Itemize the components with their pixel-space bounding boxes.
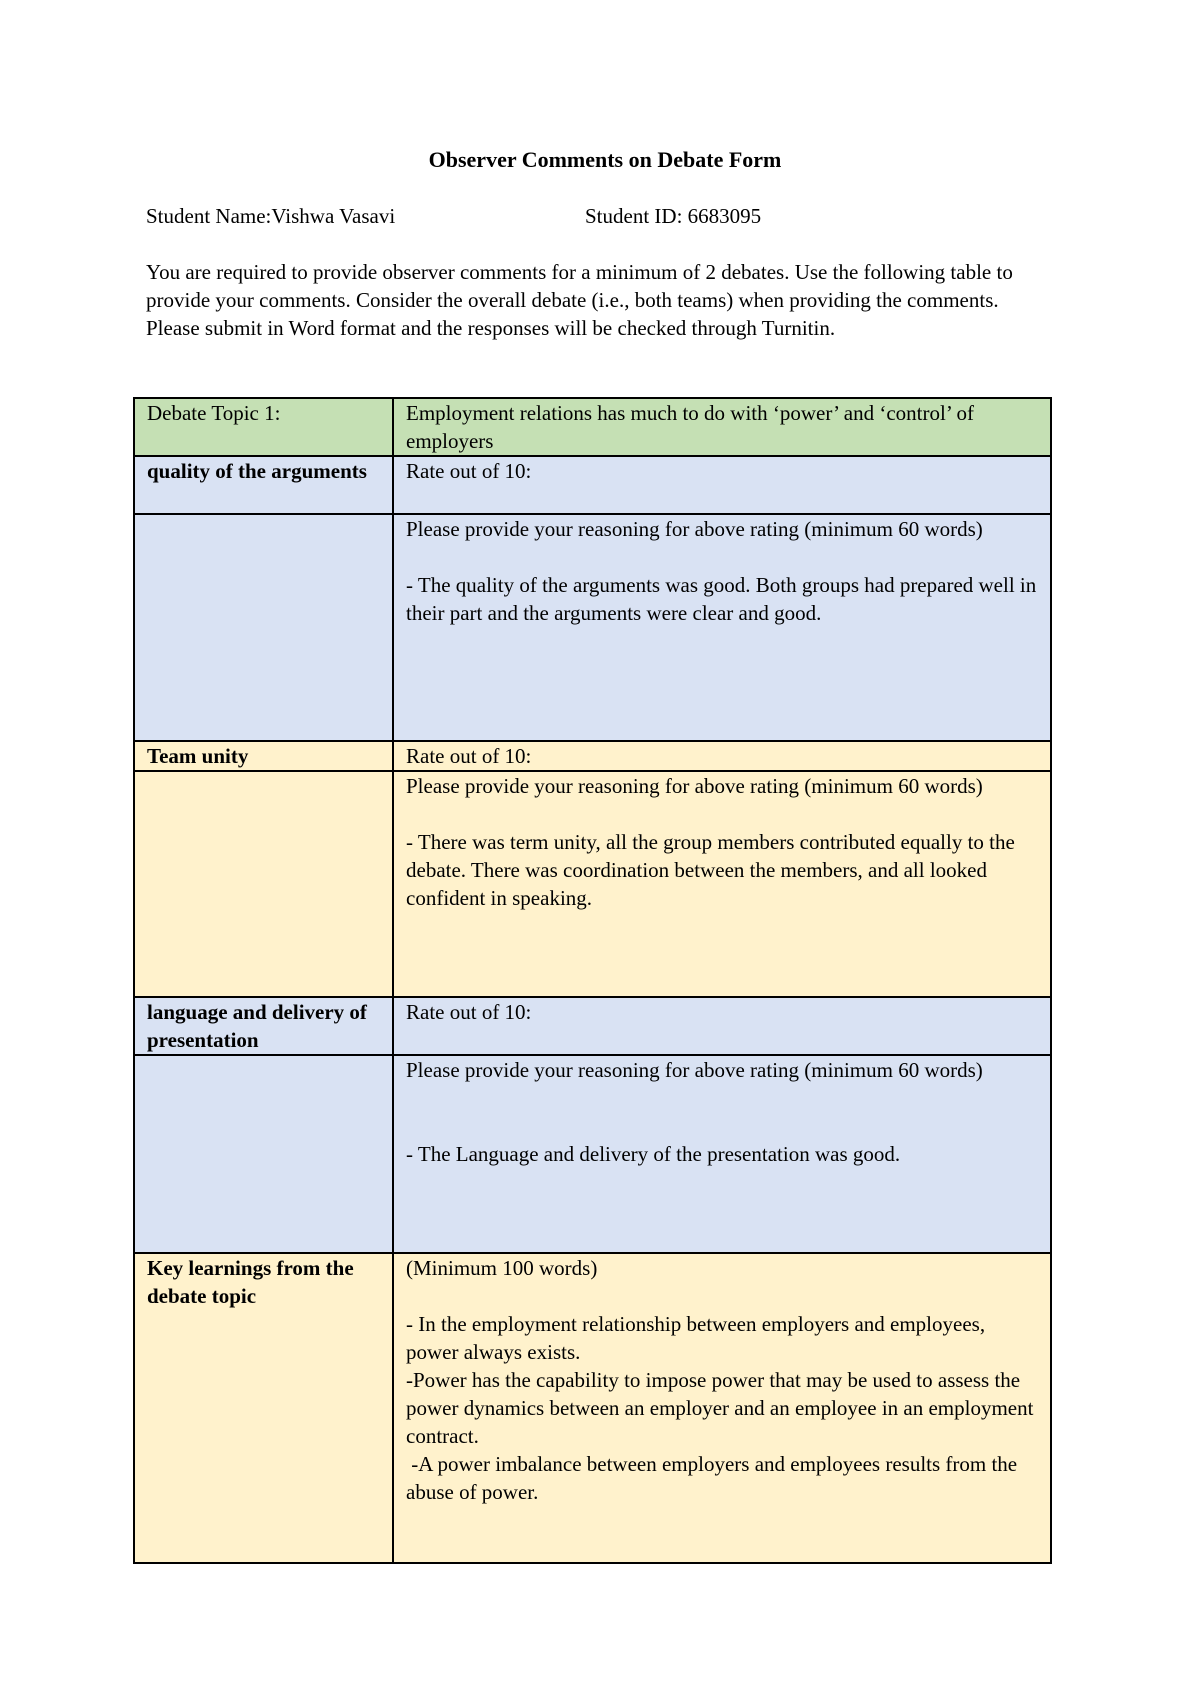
- key-learnings-cell: [393, 1253, 1051, 1563]
- debate-topic-label: Debate Topic 1:: [134, 398, 393, 456]
- table-row-unity-rate: [134, 741, 1051, 771]
- key-learnings-prompt: (Minimum 100 words): [406, 1256, 598, 1280]
- language-reasoning-cell: [393, 1055, 1051, 1253]
- table-row-unity-reasoning: [134, 771, 1051, 997]
- table-row-debate-topic: [134, 398, 1051, 456]
- student-id: Student ID: 6683095: [585, 204, 762, 228]
- unity-rate: Rate out of 10:: [393, 741, 1051, 771]
- language-label: language and delivery of presentation: [134, 997, 393, 1055]
- language-reason-prompt: Please provide your reasoning for above rating (minimum 60 words): [406, 1058, 983, 1082]
- unity-reason-prompt: Please provide your reasoning for above rating (minimum 60 words): [406, 774, 983, 798]
- quality-label: quality of the arguments: [134, 456, 393, 514]
- debate-topic-value: Employment relations has much to do with ‘power’ and ‘control’ of employers: [393, 398, 1051, 456]
- table-row-language-rate: [134, 997, 1051, 1055]
- quality-reason-prompt: Please provide your reasoning for above rating (minimum 60 words): [406, 517, 983, 541]
- observer-comments-table: [133, 397, 1052, 1564]
- unity-reasoning-empty-cell: [134, 771, 393, 997]
- unity-reasoning-cell: [393, 771, 1051, 997]
- key-learning-point-2: -Power has the capability to impose power that may be used to assess the power dynamics between an employer and an employee in an employment contract.: [406, 1368, 1034, 1448]
- unity-comment: - There was term unity, all the group members contributed equally to the debate. There was coordination between the members, and all looked confident in speaking.: [406, 830, 1015, 910]
- key-learning-point-1: - In the employment relationship between employers and employees, power always exists.: [406, 1312, 986, 1364]
- table-row-quality-rate: [134, 456, 1051, 514]
- quality-reasoning-cell: [393, 514, 1051, 741]
- student-name: Student Name:Vishwa Vasavi: [146, 204, 396, 228]
- language-comment: - The Language and delivery of the presentation was good.: [406, 1142, 901, 1166]
- unity-label: Team unity: [134, 741, 393, 771]
- key-learning-point-3: -A power imbalance between employers and employees results from the abuse of power.: [406, 1452, 1023, 1504]
- quality-rate: Rate out of 10:: [393, 456, 1051, 514]
- quality-comment: - The quality of the arguments was good. Both groups had prepared well in their part and the arguments were clear and good.: [406, 573, 1037, 625]
- instructions-paragraph: You are required to provide observer comments for a minimum of 2 debates. Use the following table to provide your comments. Consider the overall debate (i.e., both teams) when providing the comments. Please submit in Word format and the responses will be checked through Turnitin.: [146, 260, 1013, 340]
- table-row-key-learnings: [134, 1253, 1051, 1563]
- quality-reasoning-empty-cell: [134, 514, 393, 741]
- table-row-quality-reasoning: [134, 514, 1051, 741]
- form-title: Observer Comments on Debate Form: [428, 147, 782, 172]
- table-row-language-reasoning: [134, 1055, 1051, 1253]
- key-learnings-label: Key learnings from the debate topic: [134, 1253, 393, 1563]
- language-rate: Rate out of 10:: [393, 997, 1051, 1055]
- language-reasoning-empty-cell: [134, 1055, 393, 1253]
